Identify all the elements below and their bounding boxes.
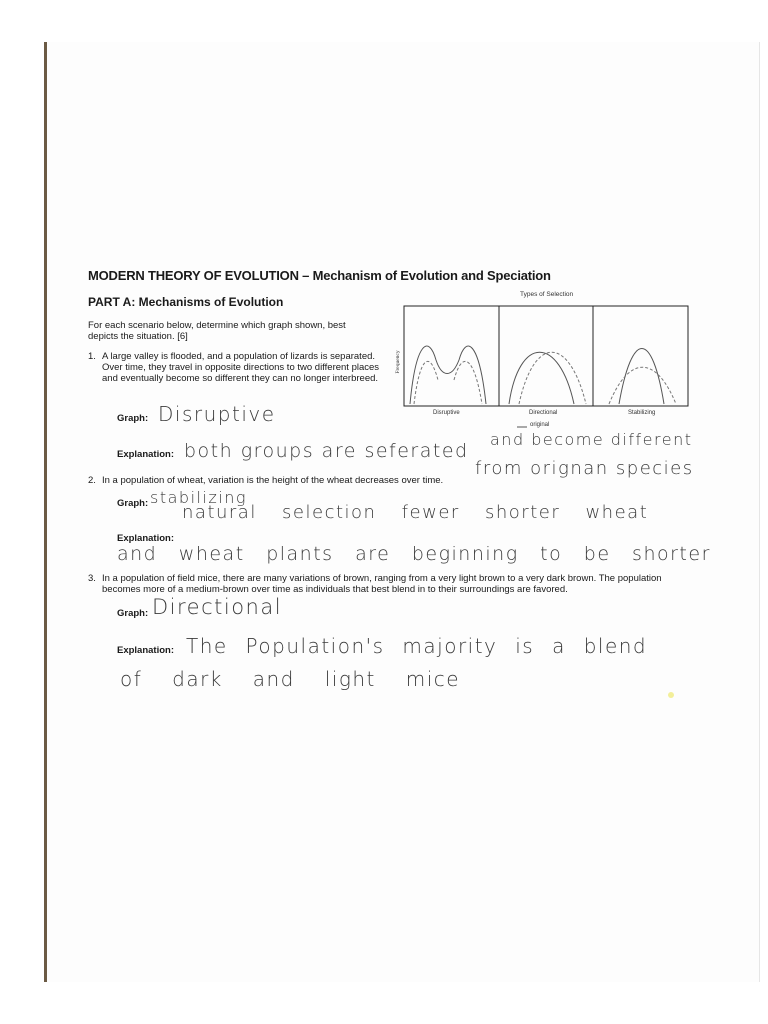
q1-graph-label: Graph: [117, 413, 149, 424]
q1-graph-answer: Disruptive [158, 402, 276, 426]
disruptive-original-curve [410, 346, 486, 404]
highlight-mark [668, 692, 674, 698]
q2-explanation-label: Explanation: [117, 533, 175, 544]
legend-original-label: original [530, 422, 550, 428]
q3-explanation-label: Explanation: [117, 645, 175, 656]
q2-explanation-line2: and wheat plants are beginning to be shorter [117, 543, 711, 565]
q2-graph-label: Graph: [117, 498, 149, 509]
instructions: For each scenario below, determine which graph shown, best depicts the situation. [6] [88, 320, 346, 342]
q3-graph-label: Graph: [117, 608, 149, 619]
part-a-heading: PART A: Mechanisms of Evolution [88, 295, 284, 309]
q1-number: 1. [88, 351, 96, 362]
q3-graph-answer: Directional [152, 595, 283, 619]
disruptive-new-curve [414, 361, 482, 404]
q1-text: A large valley is flooded, and a population of lizards is separated. Over time, they travel in opposite directions to two different places and eventually become so different they can no longer interbreed. [102, 351, 380, 384]
panel-label-stabilizing: Stabilizing [628, 410, 656, 416]
figure-ylabel: Frequency [395, 350, 401, 374]
q1-explanation-line3: from orignan species [475, 458, 694, 479]
figure-title: Types of Selection [520, 291, 574, 298]
stabilizing-new-curve [609, 367, 676, 404]
worksheet-title: MODERN THEORY OF EVOLUTION – Mechanism of Evolution and Speciation [88, 268, 551, 283]
q2-explanation-line1: natural selection fewer shorter wheat [182, 502, 649, 523]
panel-label-disruptive: Disruptive [433, 410, 460, 416]
q2-graph-answer: stabilizing [150, 488, 247, 507]
directional-original-curve [509, 352, 574, 404]
panel-label-directional: Directional [529, 410, 558, 416]
q1-explanation-line2: and become different [490, 430, 693, 449]
panel-stabilizing [593, 306, 688, 406]
q1-explanation-line1: both groups are seferated [184, 440, 469, 462]
q3-number: 3. [88, 573, 96, 584]
panel-directional [499, 306, 593, 406]
directional-new-curve [519, 352, 586, 404]
q2-number: 2. [88, 475, 96, 486]
q3-explanation-line1: The Population's majority is a blend [186, 634, 648, 658]
q1-explanation-label: Explanation: [117, 449, 175, 460]
q3-text: In a population of field mice, there are many variations of brown, ranging from a very light brown to a very dark brown. The population becomes more of a medium-brown over time as individuals that best blend in to their surroundings are favored. [102, 573, 662, 595]
q3-explanation-line2: of dark and light mice [120, 667, 461, 691]
q2-text: In a population of wheat, variation is the height of the wheat decreases over time. [102, 475, 444, 486]
